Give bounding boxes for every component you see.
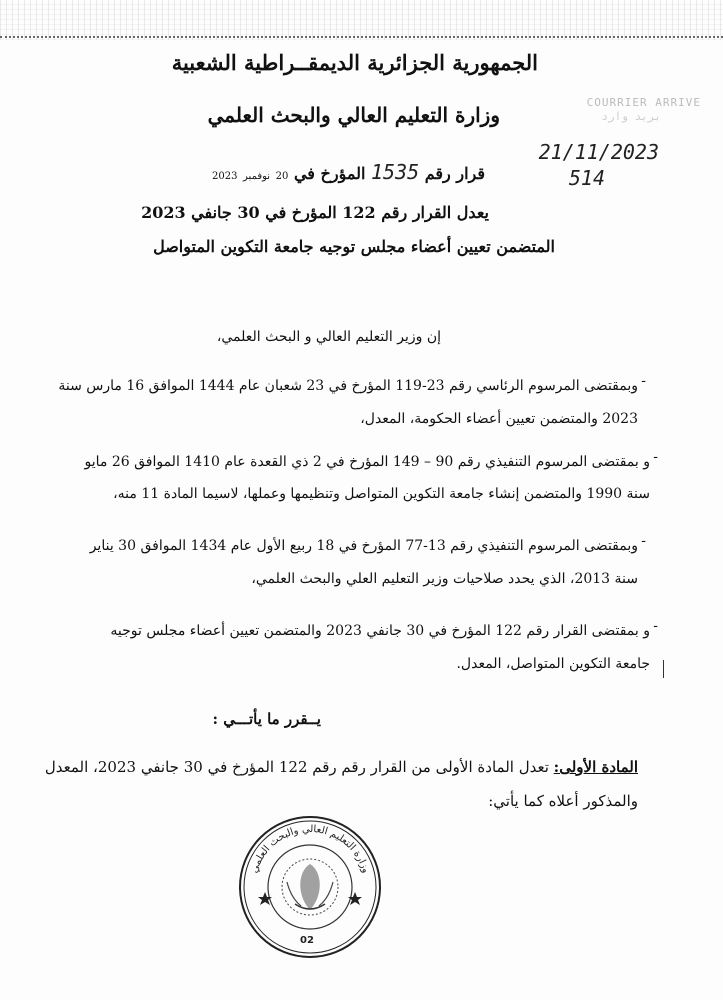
clause-dash: - [653,618,658,634]
decision-day: 20 [275,171,289,182]
article1-text: تعدل المادة الأولى من القرار رقم رقم 122 المؤرخ في 30 جانفي 2023، المعدل [44,758,549,776]
handwritten-number: 514 [568,166,605,190]
scan-noise [0,0,723,40]
decision-month: نوفمبر [243,171,271,182]
decision-number: 1535 [371,160,420,184]
seal-number: 02 [300,935,314,946]
margin-mark [663,660,664,678]
clause-dash: - [653,449,658,465]
document-title-line1: يعدل القرار رقم 122 المؤرخ في 30 جانفي 2023 [141,203,489,222]
article1-line1 [45,757,638,777]
top-dotted-rule [0,36,723,38]
clause1-line1: وبمقتضى المرسوم الرئاسي رقم 23-119 المؤرخ في 23 شعبان عام 1444 الموافق 16 مارس سنة [58,378,638,394]
intro-paragraph: إن وزير التعليم العالي و البحث العلمي، [216,329,441,345]
document-title-line2: المتضمن تعيين أعضاء مجلس توجيه جامعة التكوين المتواصل [153,237,555,256]
clause-dash: - [641,533,646,549]
arrival-stamp-text: COURRIER ARRIVE [586,96,701,109]
article1-label: المادة الأولى: [553,758,638,776]
decision-label: قرار رقم [424,164,485,183]
decision-dated-label: المؤرخ في [293,164,366,183]
article1-line2: والمذكور أعلاه كما يأتي: [488,792,638,810]
handwritten-date: 21/11/2023 [538,140,659,164]
decides-heading: يــقرر ما يأتـــي : [212,710,321,728]
clause3-line2: سنة 2013، الذي يحدد صلاحيات وزير التعليم العلي والبحث العلمي، [251,571,638,587]
clause-dash: - [641,373,646,389]
emblem-icon [282,859,338,915]
clause3-line1: وبمقتضى المرسوم التنفيذي رقم 13-77 المؤرخ في 18 ربيع الأول عام 1434 الموافق 30 يناير [89,538,638,554]
clause4-line2: جامعة التكوين المتواصل، المعدل. [456,656,650,672]
ministry-header: وزارة التعليم العالي والبحث العلمي [207,103,500,127]
clause2-line1: و بمقتضى المرسوم التنفيذي رقم 90 – 149 المؤرخ في 2 ذي القعدة عام 1410 الموافق 26 مايو [84,454,650,470]
arrival-stamp-arabic: بريد وارد [601,110,661,123]
clause4-line1: و بمقتضى القرار رقم 122 المؤرخ في 30 جانفي 2023 والمتضمن تعيين أعضاء مجلس توجيه [110,623,650,639]
republic-header: الجمهورية الجزائرية الديمقــراطية الشعبية [171,50,538,75]
decision-reference [212,160,485,184]
clause2-line2: سنة 1990 والمتضمن إنشاء جامعة التكوين المتواصل وتنظيمها وعملها، لاسيما المادة 11 منه، [113,486,650,502]
clause1-line2: 2023 والمتضمن تعيين أعضاء الحكومة، المعدل، [360,411,638,427]
decision-year: 2023 [212,171,238,182]
seal-text: وزارة التعليم العالي والبحث العلمي [248,823,372,875]
